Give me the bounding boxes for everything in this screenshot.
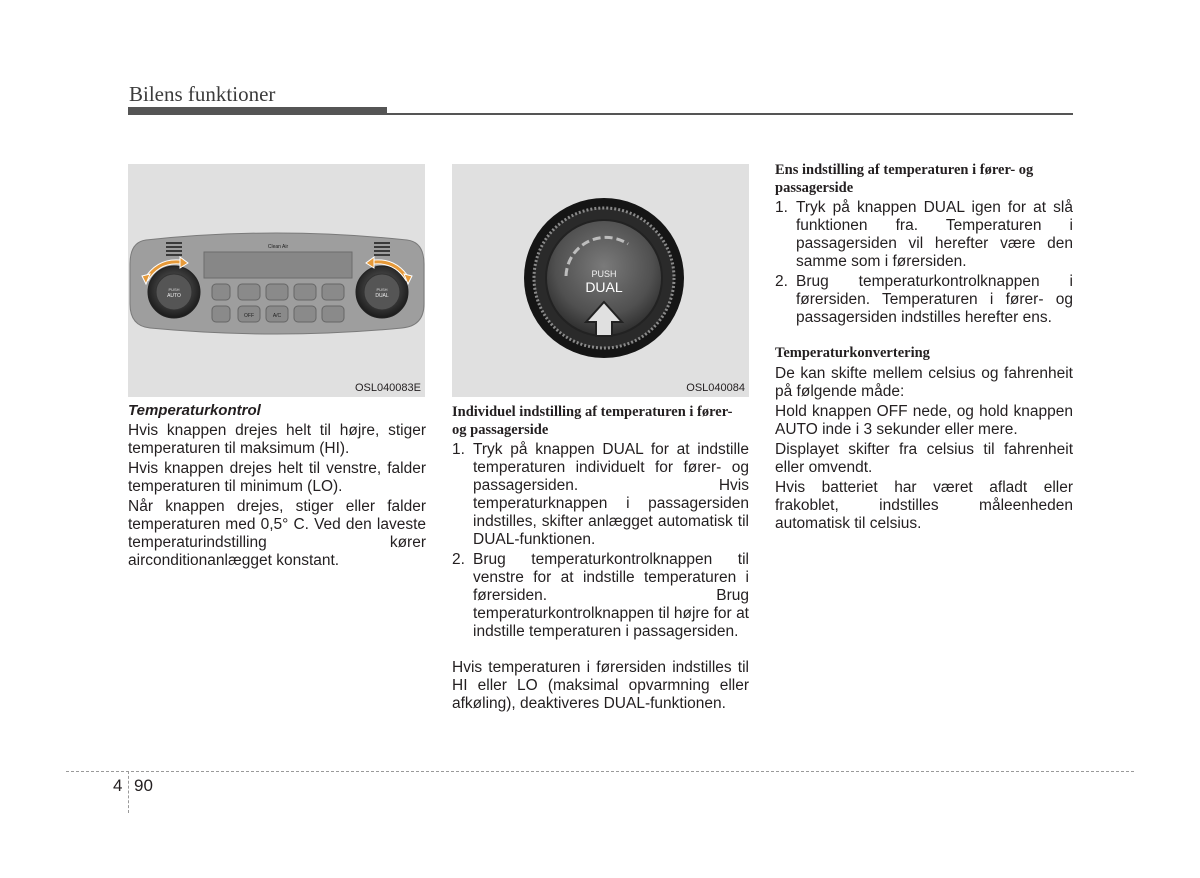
steps-list [452,441,749,641]
page-header-title: Bilens funktioner [129,82,276,106]
subhead-individual-setting: Individuel indstilling af temperaturen i fører- og passagerside [452,404,733,438]
list-number: 1. [775,199,788,216]
list-item [452,441,749,549]
panel-ac-label: A/C [272,313,282,319]
dual-knob-dual-label: DUAL [585,279,623,295]
subhead-temperature-control: Temperaturkontrol [128,402,261,419]
list-item [775,199,1073,271]
list-text: Brug temperaturkontrolknappen til venstre for at indstille temperaturen i førersiden. Brug temperaturkontrolknappen til højre for at indstille temperaturen i passagersiden. [473,551,749,640]
right-knob-dual-label: DUAL [375,293,389,299]
list-text: Tryk på knappen DUAL for at indstille temperaturen individuelt for fører- og passagersiden. Hvis temperaturknappen i passagersiden indstilles, skifter anlægget automatisk til DUAL-funktionen. [473,441,749,548]
paragraph: Hvis knappen drejes helt til højre, stiger temperaturen til maksimum (HI). [128,422,426,457]
figure-code: OSL040083E [354,382,421,394]
paragraph: Displayet skifter fra celsius til fahrenheit eller omvendt. [775,440,1073,476]
subhead-temperature-conversion: Temperaturkonvertering [775,345,930,361]
footer-page-number: 90 [134,776,153,795]
list-text: Brug temperaturkontrolknappen i førersiden. Temperaturen i fører- og passagersiden indstilles herefter ens. [796,273,1073,326]
paragraph: Hvis batteriet har været afladt eller frakoblet, indstilles måleenheden automatisk til celsius. [775,478,1073,532]
panel-off-label: OFF [244,313,254,319]
header-rule-thin [387,113,1073,115]
dual-knob-push-label: PUSH [591,269,617,279]
dual-knob-illustration [452,164,749,397]
footer-chapter-number: 4 [113,776,123,795]
list-number: 1. [452,441,465,458]
header-rule-thick [128,107,387,115]
list-item [775,273,1073,327]
footer-rule [66,771,1134,772]
column-1 [128,402,426,572]
paragraph: Hold knappen OFF nede, og hold knappen AUTO inde i 3 sekunder eller mere. [775,402,1073,438]
right-knob-push-label: PUSH [376,287,388,292]
list-item [452,551,749,641]
note-paragraph: Hvis temperaturen i førersiden indstilles til HI eller LO (maksimal opvarmning eller afkøling), deaktiveres DUAL-funktionen. [452,659,749,712]
figure-climate-panel [128,164,425,397]
paragraph: Hvis knappen drejes helt til venstre, falder temperaturen til minimum (LO). [128,460,426,495]
steps-list [775,199,1073,327]
climate-panel-illustration [128,164,425,397]
column-2 [452,404,749,715]
panel-brand-label: Clean Air [267,244,289,250]
figure-dual-knob [452,164,749,397]
list-text: Tryk på knappen DUAL igen for at slå funktionen fra. Temperaturen i passagersiden vil herefter være den samme som i førersiden. [796,199,1073,270]
figure-code: OSL040084 [686,382,745,394]
paragraph: De kan skifte mellem celsius og fahrenheit på følgende måde: [775,364,1073,400]
list-number: 2. [775,273,788,290]
list-number: 2. [452,551,465,568]
left-knob-auto-label: AUTO [167,293,181,299]
left-knob-push-label: PUSH [168,287,180,292]
footer-divider [128,771,129,813]
paragraph: Når knappen drejes, stiger eller falder temperaturen med 0,5° C. Ved den laveste temperaturindstilling kører airconditionanlægget konstant. [128,498,426,569]
column-3 [775,162,1073,535]
subhead-same-setting: Ens indstilling af temperaturen i fører- og passagerside [775,162,1034,196]
